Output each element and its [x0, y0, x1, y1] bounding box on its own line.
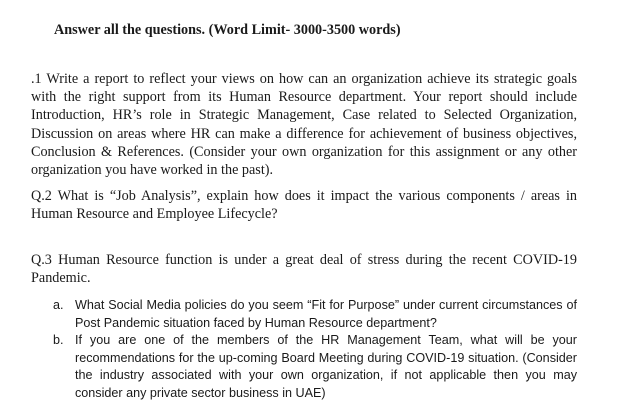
list-marker: a.	[53, 298, 64, 312]
subitem-text: If you are one of the members of the HR Management Team, what will be your recommendations for the up-coming Board Meeting during COVID-19 situation. (Consider the industry associated with your own organization, if not applicable then you may consider any private sector business in UAE)	[75, 333, 577, 400]
list-marker: b.	[53, 333, 64, 348]
question-3: Q.3 Human Resource function is under a great deal of stress during the recent COVID-19 Pandemic.	[31, 252, 577, 287]
question-2: Q.2 What is “Job Analysis”, explain how does it impact the various components / areas in Human Resource and Employee Lifecycle?	[31, 188, 577, 223]
question-3-subitems	[53, 297, 577, 403]
instructions-heading: Answer all the questions. (Word Limit- 3000-3500 words)	[54, 22, 401, 38]
subitem-text: What Social Media policies do you seem “Fit for Purpose” under current circumstances of Post Pandemic situation faced by Human Resource department?	[75, 298, 577, 330]
question-3-subitem-a	[53, 297, 577, 332]
question-1: .1 Write a report to reflect your views on how can an organization achieve its strategic goals with the right support from its Human Resource department. Your report should include Introduction, HR’s role in Strategic Management, Case related to Selected Organization, Discussion on areas where HR can make a difference for achievement of business objectives, Conclusion & References. (Consider your own organization for this assignment or any other organization you have worked in the past).	[31, 71, 577, 179]
question-3-subitem-b	[53, 332, 577, 402]
